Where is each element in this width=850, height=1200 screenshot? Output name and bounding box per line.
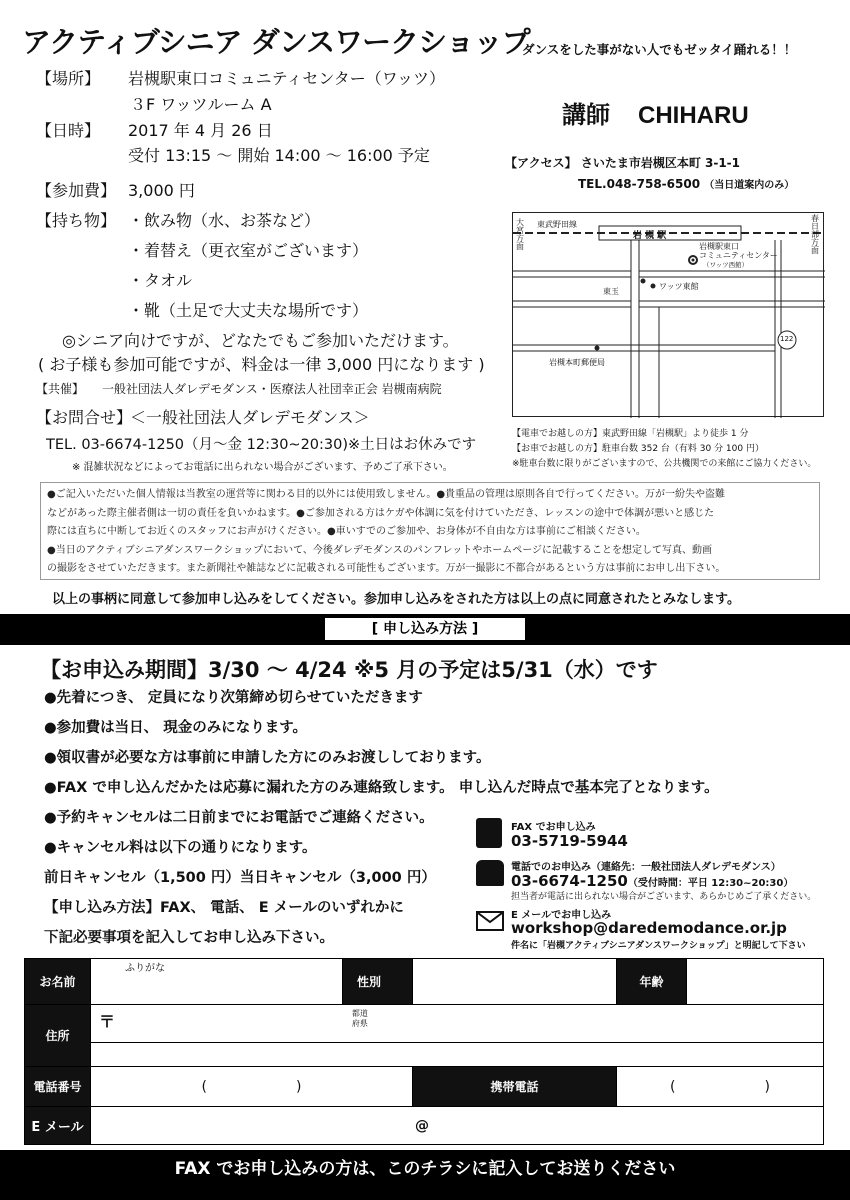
- privacy-line: の撮影をさせていただきます。また新聞社や雑誌などに記載される可能性もございます。万が一撮影に不都合があるという方は事前にお申し出下さい。: [47, 563, 726, 575]
- privacy-notice: [40, 482, 820, 580]
- name-label: お名前: [25, 959, 91, 1005]
- phone-note: 担当者が電話に出られない場合がございます、あらかじめご了承ください。: [511, 892, 817, 902]
- item: ・靴（土足で大丈夫な場所です）: [128, 301, 369, 320]
- form-row: [25, 1067, 824, 1107]
- age-field[interactable]: [687, 959, 824, 1005]
- postal-mark: 〒: [99, 1012, 116, 1031]
- access-note: 【お車でお越しの方】駐車台数 352 台（有料 30 分 100 円）: [512, 444, 764, 454]
- access-map: [512, 212, 824, 417]
- contact-note: ※ 混雑状況などによってお電話に出られない場合がございます、予めご了承下さい。: [72, 462, 453, 473]
- phone-label: 電話でのお申込み（連絡先：一般社団法人ダレデモダンス）: [511, 862, 781, 873]
- access-label: 【アクセス】: [505, 156, 577, 170]
- contact-org: ＜一般社団法人ダレデモダンス＞: [130, 408, 370, 427]
- map-center1: 岩槻駅東口: [699, 242, 739, 251]
- pref-label: [352, 1009, 368, 1029]
- apply-bullet: ●予約キャンセルは二日前までにお電話でご連絡ください。: [44, 810, 434, 826]
- note-senior: ◎シニア向けですが、どなたでもご参加いただけます。: [62, 331, 459, 350]
- map-station: 岩 槻 駅: [633, 231, 667, 241]
- form-row: [25, 959, 824, 1005]
- items-label: 【持ち物】: [36, 211, 117, 230]
- phone-hours: （受付時間：平日 12:30~20:30）: [627, 878, 794, 889]
- pref-text: 都道: [351, 1009, 368, 1018]
- method-line1: 【申し込み方法】FAX、 電話、 E メールのいずれかに: [44, 900, 404, 916]
- mail-icon: [476, 911, 504, 931]
- map-right-dir: 春日部方面: [811, 214, 819, 255]
- instructor-name: CHIHARU: [638, 102, 749, 129]
- age-label: 年齢: [617, 959, 687, 1005]
- map-wattsu-east: ワッツ東館: [659, 282, 699, 291]
- privacy-line: ●当日のアクティブシニアダンスワークショップにおいて、今後ダレデモダンスのパンフレットやホームページに記載することを想定して写真、動画: [47, 544, 713, 556]
- email-label: E メール: [25, 1107, 91, 1145]
- map-left-dir: 大宮方面: [516, 218, 524, 251]
- mobile-paren: ( ): [670, 1078, 770, 1095]
- map-center3: （ワッツ西館）: [703, 261, 749, 269]
- place-line2: ３F ワッツルーム A: [130, 95, 272, 114]
- fax-icon: [476, 818, 502, 848]
- map-route: 122: [780, 335, 794, 343]
- apply-bullet: ●FAX で申し込んだかたは応募に漏れた方のみ連絡致します。 申し込んだ時点で基本完了となります。: [44, 780, 719, 796]
- pref-text: 府県: [351, 1019, 368, 1028]
- fee-value: 3,000 円: [128, 181, 195, 200]
- date-line2: 受付 13:15 〜 開始 14:00 〜 16:00 予定: [128, 146, 430, 165]
- apply-bullet: ●キャンセル料は以下の通りになります。: [44, 840, 317, 856]
- map-roads: [513, 213, 825, 418]
- mail-note: 件名に「岩槻アクティブシニアダンスワークショップ」と明記して下さい: [511, 941, 806, 951]
- apply-bullet: ●参加費は当日、 現金のみになります。: [44, 720, 308, 736]
- phone-paren: ( ): [201, 1078, 302, 1095]
- map-center2: コミュニティセンター: [699, 251, 778, 260]
- access: [505, 154, 740, 171]
- gender-label: 性別: [343, 959, 413, 1005]
- mobile-field[interactable]: [617, 1067, 824, 1107]
- address-field[interactable]: [91, 1005, 824, 1067]
- name-field[interactable]: [91, 959, 343, 1005]
- phone-label: 電話番号: [25, 1067, 91, 1107]
- higashi-marker: [641, 279, 646, 284]
- date-label: 【日時】: [36, 121, 101, 140]
- section-bar-label: [ 申し込み方法 ]: [325, 618, 525, 640]
- page-title: アクティブシニア ダンスワークショップ: [22, 25, 530, 59]
- sponsor-value: 一般社団法人ダレデモダンス・医療法人社団幸正会 岩槻南病院: [102, 382, 442, 396]
- apply-period: 【お申込み期間】3/30 〜 4/24 ※5 月の予定は5/31（水）です: [40, 658, 658, 682]
- contact-label: 【お問合せ】: [36, 408, 133, 427]
- item: ・タオル: [128, 271, 193, 290]
- apply-bullet: ●領収書が必要な方は事前に申請した方にのみお渡ししております。: [44, 750, 491, 766]
- privacy-line: 際には直ちに中断してお近くのスタッフにお声がけください。●車いすでのご参加や、お身体が不自由な方は事前にご相談ください。: [47, 526, 646, 538]
- phone-line: [511, 871, 793, 890]
- access-tel-number: TEL.048-758-6500: [578, 177, 701, 191]
- address-label: 住所: [25, 1005, 91, 1067]
- form-row: [25, 1107, 824, 1145]
- place-label: 【場所】: [36, 69, 101, 88]
- privacy-line: などがあった際主催者側は一切の責任を負いかねます。●ご参加される方はケガや体調に気を付けていただき、レッスンの途中で体調が悪いと感じた: [47, 507, 715, 519]
- apply-bullet: ●先着につき、 定員になり次第締め切らせていただきます: [44, 690, 423, 706]
- method-line2: 下記必要事項を記入してお申し込み下さい。: [44, 930, 334, 946]
- email-field[interactable]: [91, 1107, 824, 1145]
- wattsu-east-marker: [651, 284, 656, 289]
- phone-icon: [476, 860, 504, 886]
- mobile-label: 携帯電話: [413, 1067, 617, 1107]
- cancel-fee: 前日キャンセル（1,500 円）当日キャンセル（3,000 円）: [44, 870, 436, 886]
- date-line1: 2017 年 4 月 26 日: [128, 121, 273, 140]
- place-line1: 岩槻駅東口コミュニティセンター（ワッツ）: [128, 69, 445, 88]
- mail-address: workshop@daredemodance.or.jp: [511, 919, 787, 937]
- phone-number: 03-6674-1250: [511, 872, 628, 890]
- fax-label: FAX でお申し込み: [511, 822, 596, 833]
- item: ・飲み物（水、お茶など）: [128, 211, 321, 230]
- contact-tel: TEL. 03-6674-1250（月〜金 12:30~20:30)※土日はお休みです: [46, 437, 477, 453]
- at-mark: @: [415, 1117, 429, 1134]
- phone-field[interactable]: [91, 1067, 413, 1107]
- sponsor-label: 【共催】: [36, 382, 85, 396]
- form-row: [25, 1005, 824, 1067]
- privacy-line: ●ご記入いただいた個人情報は当教室の運営等に関わる目的以外には使用致しません。●貴重品の管理は原則各自で行ってください。万が一紛失や盗難: [47, 489, 726, 500]
- mail-label: E メールでお申し込み: [511, 910, 612, 921]
- access-note: ※駐車台数に限りがございますので、公共機関での来館にご協力ください。: [512, 459, 817, 469]
- map-higashi: 東玉: [603, 287, 619, 296]
- note-children: ( お子様も参加可能ですが、料金は一律 3,000 円になります ): [38, 355, 485, 374]
- access-tel: [578, 176, 794, 191]
- fax-number: 03-5719-5944: [511, 832, 628, 850]
- footer-banner: FAX でお申し込みの方は、このチラシに記入してお送りください: [0, 1150, 850, 1200]
- fee-label: 【参加費】: [36, 181, 117, 200]
- venue-marker-dot: [692, 259, 695, 262]
- agree-text: 以上の事柄に同意して参加申し込みをしてください。参加申し込みをされた方は以上の点に同意されたとみなします。: [52, 592, 740, 607]
- furigana-label: ふりがな: [125, 963, 165, 974]
- access-address: さいたま市岩槻区本町 3-1-1: [580, 156, 741, 170]
- access-tel-note: （当日道案内のみ）: [704, 180, 795, 191]
- address-divider: [91, 1042, 823, 1043]
- instructor-label: 講師: [562, 101, 610, 129]
- item: ・着替え（更衣室がございます）: [128, 241, 369, 260]
- post-marker: [595, 346, 600, 351]
- map-post: 岩槻本町郵便局: [549, 358, 605, 367]
- application-form: [24, 958, 824, 1145]
- map-line-label: 東武野田線: [537, 220, 577, 229]
- instructor: [562, 95, 749, 130]
- access-note: 【電車でお越しの方】東武野田線「岩槻駅」より徒歩 1 分: [512, 429, 749, 439]
- gender-field[interactable]: [413, 959, 617, 1005]
- tagline: ダンスをした事がない人でもゼッタイ踊れる！！: [522, 42, 797, 57]
